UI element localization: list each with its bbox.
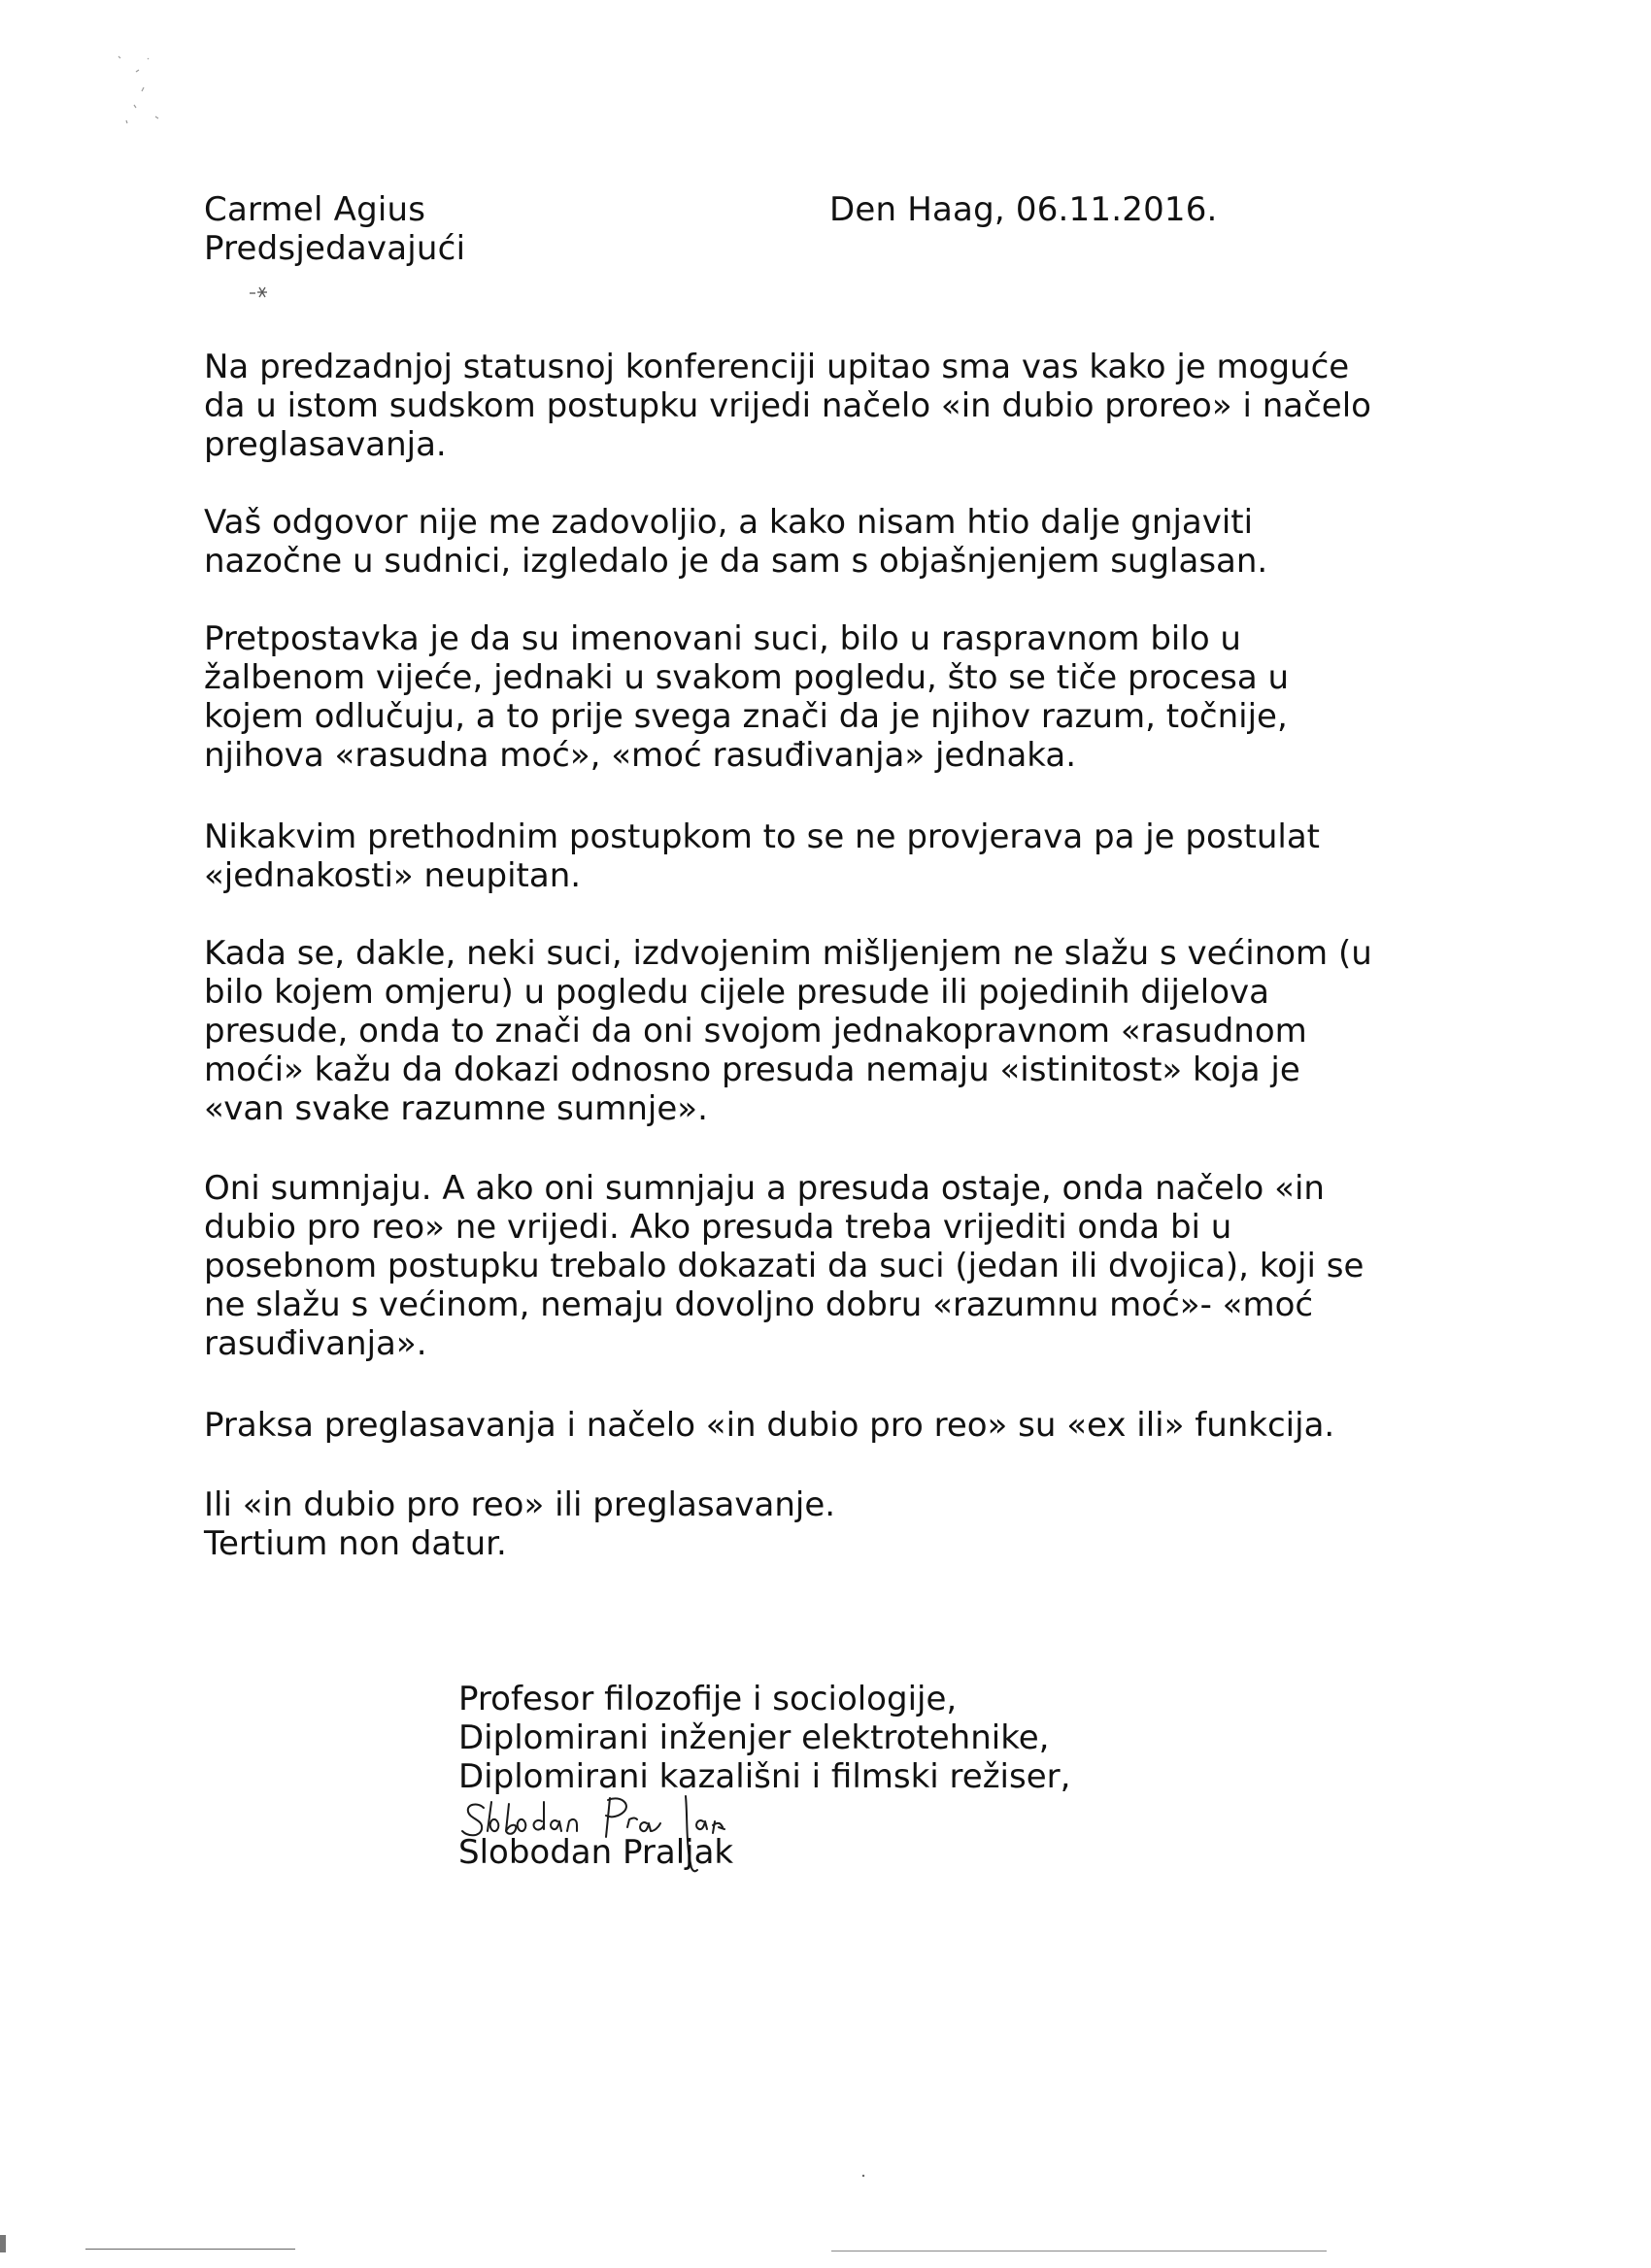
paragraph-line: bilo kojem omjeru) u pogledu cijele presude ili pojedinih dijelova bbox=[204, 973, 1270, 1012]
paragraph-line: dubio pro reo» ne vrijedi. Ako presuda treba vrijediti onda bi u bbox=[204, 1208, 1232, 1247]
paragraph-line: nazočne u sudnici, izgledalo je da sam s objašnjenjem suglasan. bbox=[204, 542, 1268, 581]
paragraph-line: rasuđivanja». bbox=[204, 1324, 427, 1363]
signatory-title: Profesor filozofije i sociologije, bbox=[458, 1680, 958, 1718]
signatory-title: Diplomirani kazališni i filmski režiser, bbox=[458, 1757, 1071, 1796]
paragraph-line: da u istom sudskom postupku vrijedi načelo «in dubio proreo» i načelo bbox=[204, 386, 1371, 425]
recipient-title: Predsjedavajući bbox=[204, 229, 466, 268]
paragraph-line: ne slažu s većinom, nemaju dovoljno dobru «razumnu moć»- «moć bbox=[204, 1285, 1314, 1324]
paragraph-line: Kada se, dakle, neki suci, izdvojenim mišljenjem ne slažu s većinom (u bbox=[204, 934, 1372, 973]
paragraph-4 bbox=[204, 817, 1466, 895]
paragraph-8 bbox=[204, 1485, 1466, 1563]
paragraph-line: Pretpostavka je da su imenovani suci, bilo u raspravnom bilo u bbox=[204, 619, 1241, 658]
scan-speck-mark bbox=[97, 49, 185, 136]
paragraph-line: posebnom postupku trebalo dokazati da suci (jedan ili dvojica), koji se bbox=[204, 1247, 1365, 1285]
scan-speck-mark bbox=[860, 2173, 866, 2179]
paragraph-line: Praksa preglasavanja i načelo «in dubio pro reo» su «ex ili» funkcija. bbox=[204, 1406, 1335, 1445]
paragraph-line: «jednakosti» neupitan. bbox=[204, 856, 582, 895]
paragraph-line: preglasavanja. bbox=[204, 425, 447, 464]
paragraph-2 bbox=[204, 503, 1466, 581]
paragraph-line: moći» kažu da dokazi odnosno presuda nemaju «istinitost» koja je bbox=[204, 1051, 1300, 1089]
paragraph-line: «van svake razumne sumnje». bbox=[204, 1089, 708, 1128]
recipient-name: Carmel Agius bbox=[204, 190, 426, 229]
scan-edge-line bbox=[0, 2235, 6, 2252]
paragraph-line: Nikakvim prethodnim postupkom to se ne provjerava pa je postulat bbox=[204, 817, 1320, 856]
paragraph-line: kojem odlučuju, a to prije svega znači da je njihov razum, točnije, bbox=[204, 697, 1288, 736]
paragraph-line: Vaš odgovor nije me zadovoljio, a kako nisam htio dalje gnjaviti bbox=[204, 503, 1254, 542]
paragraph-1 bbox=[204, 348, 1466, 464]
paragraph-5 bbox=[204, 934, 1466, 1128]
paragraph-line: Na predzadnjoj statusnoj konferenciji upitao sma vas kako je moguće bbox=[204, 348, 1350, 386]
signature-titles bbox=[458, 1680, 1070, 1796]
paragraph-3 bbox=[204, 619, 1466, 775]
paragraph-line: njihova «rasudna moć», «moć rasuđivanja» jednaka. bbox=[204, 736, 1077, 775]
signatory-name: Slobodan Praljak bbox=[458, 1833, 734, 1872]
scan-edge-line bbox=[85, 2249, 295, 2250]
place-date: Den Haag, 06.11.2016. bbox=[829, 190, 1218, 229]
scan-speck-mark bbox=[248, 284, 277, 303]
signatory-title: Diplomirani inženjer elektrotehnike, bbox=[458, 1718, 1050, 1757]
paragraph-line: Oni sumnjaju. A ako oni sumnjaju a presuda ostaje, onda načelo «in bbox=[204, 1169, 1325, 1208]
paragraph-6 bbox=[204, 1169, 1466, 1363]
paragraph-line: Ili «in dubio pro reo» ili preglasavanje. bbox=[204, 1485, 836, 1524]
paragraph-7 bbox=[204, 1406, 1466, 1445]
paragraph-line: Tertium non datur. bbox=[204, 1524, 507, 1563]
paragraph-line: žalbenom vijeće, jednaki u svakom pogledu, što se tiče procesa u bbox=[204, 658, 1290, 697]
paragraph-line: presude, onda to znači da oni svojom jednakopravnom «rasudnom bbox=[204, 1012, 1307, 1051]
